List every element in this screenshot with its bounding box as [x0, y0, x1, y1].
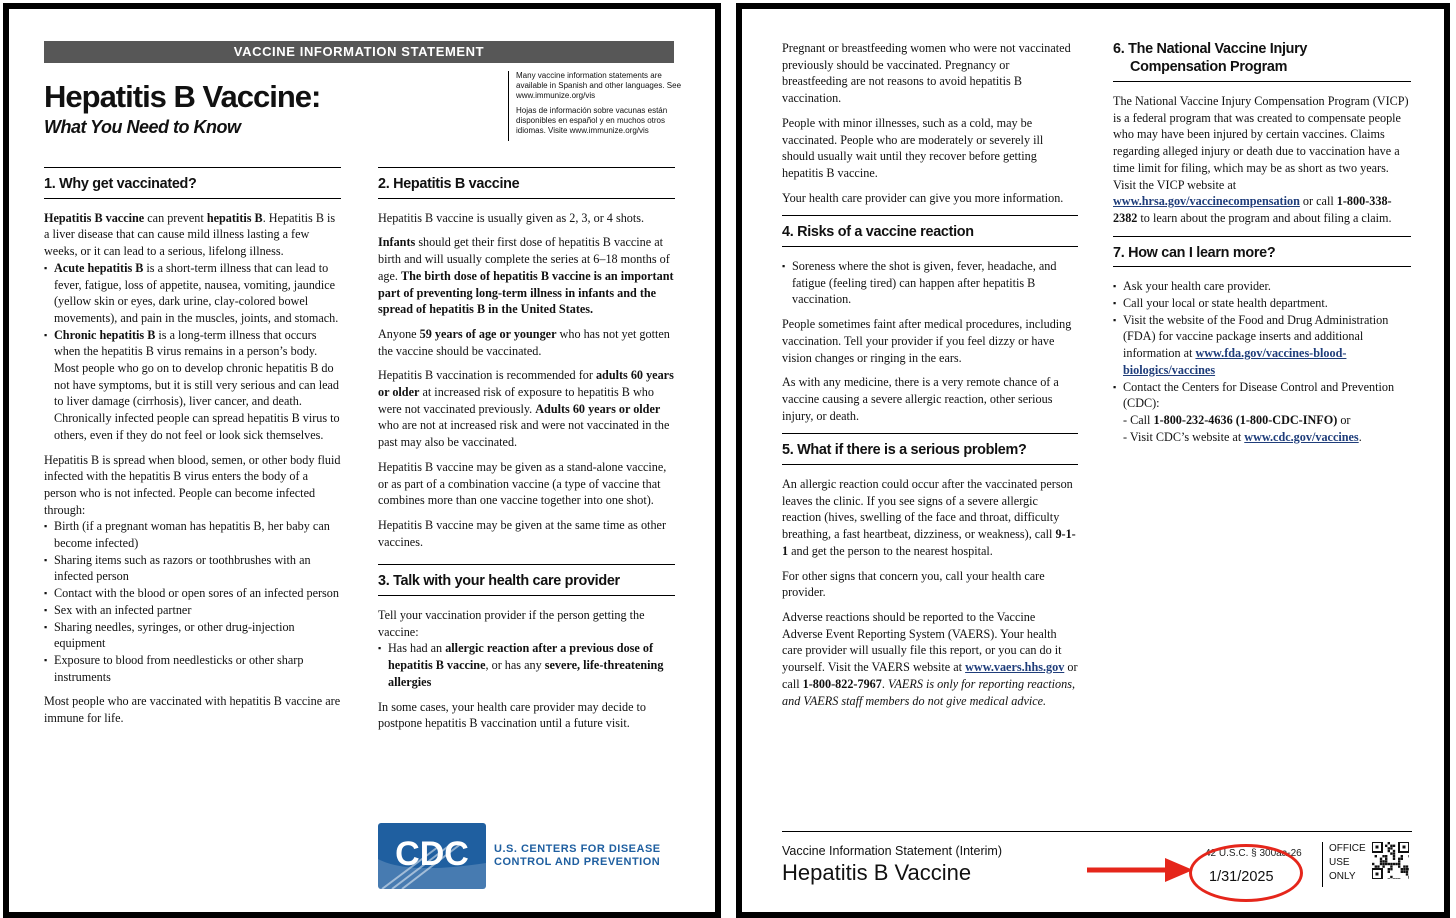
- other-languages-note: [508, 71, 691, 141]
- vis-page-1: [3, 3, 721, 918]
- section-6-heading: 6. The National Vaccine Injury Compensation Program: [1113, 40, 1411, 82]
- risks-list: [782, 258, 1078, 308]
- allergy-list: [378, 640, 675, 690]
- section-3-heading: 3. Talk with your health care provider: [378, 564, 675, 596]
- list-item: ▪ Birth (if a pregnant woman has hepatitis B, her baby can become infected): [44, 518, 341, 551]
- footer-title: Hepatitis B Vaccine: [782, 860, 972, 885]
- list-item: ▪ Exposure to blood from needlesticks or other sharp instruments: [44, 652, 341, 685]
- section-1-intro: Hepatitis B vaccine can prevent hepatitis B. Hepatitis B is a liver disease that can cause mild illness lasting a few weeks, or it can lead to a serious, lifelong illness.: [44, 210, 336, 259]
- page2-right-column: [1113, 40, 1411, 453]
- cdc-call-line: - Call 1-800-232-4636 (1-800-CDC-INFO) or: [1123, 412, 1351, 427]
- section-2-heading: 2. Hepatitis B vaccine: [378, 167, 675, 199]
- hrsa-link[interactable]: www.hrsa.gov/vaccinecompensation: [1113, 194, 1300, 209]
- red-circle-annotation: [1189, 844, 1303, 902]
- statute-code: 42 U.S.C. § 300aa-26: [1205, 848, 1302, 859]
- adults-paragraph: Hepatitis B vaccination is recommended for adults 60 years or older at increased risk of exposure to hepatitis B who were not vaccinated previously. Adults 60 years or older who are not at increased risk and were not vaccinated in the past may also be vaccinated.: [378, 368, 674, 450]
- list-item: ▪ Has had an allergic reaction after a previous dose of hepatitis B vaccine, or has any severe, life-threatening allergies: [378, 640, 675, 690]
- red-arrow-annotation: [1087, 855, 1195, 885]
- cdc-vaccines-link[interactable]: www.cdc.gov/vaccines: [1244, 429, 1359, 444]
- list-item: ▪ Call your local or state health department.: [1113, 295, 1411, 312]
- section-1-heading: 1. Why get vaccinated?: [44, 167, 341, 199]
- page2-left-column: [782, 40, 1078, 717]
- cdc-name: [494, 843, 661, 869]
- pregnant-paragraph: Pregnant or breastfeeding women who were not vaccinated previously should be vaccinated. Pregnancy or breastfeeding are not reasons to avoid hepatitis B vaccination.: [782, 41, 1071, 106]
- page1-left-column: [44, 167, 341, 735]
- office-use-only: OFFICE USE ONLY: [1322, 842, 1369, 887]
- list-item: ▪ Contact with the blood or open sores of an infected person: [44, 585, 341, 602]
- section-4-heading: 4. Risks of a vaccine reaction: [782, 215, 1078, 247]
- list-item: ▪ Acute hepatitis B is a short-term illness that can lead to fever, fatigue, loss of appetite, nausea, vomiting, jaundice (yellow skin or eyes, dark urine, clay-colored bowel movements), and pain in the muscles, joints, and stomach.: [44, 260, 341, 327]
- minor-illness-paragraph: People with minor illnesses, such as a cold, may be vaccinated. People who are moderately or severely ill should usually wait until they recover before getting hepatitis B vaccine.: [782, 115, 1044, 180]
- other-languages-spanish: Hojas de información sobre vacunas están disponibles en español y en muchos otros idiomas. Visite www.immunize.org/vis: [516, 106, 668, 135]
- anyone-paragraph: Anyone 59 years of age or younger who has not yet gotten the vaccine should be vaccinated.: [378, 326, 670, 358]
- immune-paragraph: Most people who are vaccinated with hepatitis B vaccine are immune for life.: [44, 694, 341, 726]
- shots-paragraph: Hepatitis B vaccine is usually given as 2, 3, or 4 shots.: [378, 210, 645, 225]
- list-item: ▪ Chronic hepatitis B is a long-term illness that occurs when the hepatitis B virus remains in a person’s body. Most people who go on to develop chronic hepatitis B do not have symptoms, but it is still very serious and can lead to liver damage (cirrhosis), liver cancer, and death. Chronically infected people can spread hepatitis B virus to others, even if they do not feel or look sick themselves.: [44, 327, 341, 444]
- page-subtitle: What You Need to Know: [44, 117, 241, 137]
- cdc-website-line: - Visit CDC’s website at www.cdc.gov/vaccines.: [1123, 429, 1362, 444]
- remote-chance-paragraph: As with any medicine, there is a very remote chance of a vaccine causing a severe allergic reaction, other serious injury, or death.: [782, 375, 1059, 423]
- vis-banner: VACCINE INFORMATION STATEMENT: [44, 41, 674, 63]
- list-item: ▪ Soreness where the shot is given, fever, headache, and fatigue (feeling tired) can happen after hepatitis B vaccination.: [782, 258, 1078, 308]
- fda-link[interactable]: www.fda.gov/vaccines-blood-biologics/vaccines: [1123, 346, 1347, 377]
- learn-more-list: [1113, 278, 1411, 445]
- section-5-heading: 5. What if there is a serious problem?: [782, 433, 1078, 465]
- list-item: ▪ Visit the website of the Food and Drug Administration (FDA) for vaccine package inserts and additional information at www.fda.gov/vaccines-blood-biologics/vaccines: [1113, 312, 1411, 379]
- hepatitis-types-list: [44, 260, 341, 444]
- edition-date: 1/31/2025: [1209, 869, 1274, 885]
- cdc-logo-letters: CDC: [395, 835, 469, 873]
- postpone-paragraph: In some cases, your health care provider may decide to postpone hepatitis B vaccination until a future visit.: [378, 699, 647, 731]
- same-time-paragraph: Hepatitis B vaccine may be given at the same time as other vaccines.: [378, 517, 667, 549]
- cdc-logo: [378, 823, 661, 889]
- spread-paragraph: Hepatitis B is spread when blood, semen, or other body fluid infected with the hepatitis B virus enters the body of a person who is not infected. People can become infected through:: [44, 452, 341, 517]
- tell-provider-paragraph: Tell your vaccination provider if the person getting the vaccine:: [378, 608, 645, 639]
- section-7-heading: 7. How can I learn more?: [1113, 236, 1411, 268]
- vis-page-2: [736, 3, 1450, 918]
- list-item: ▪ Sharing needles, syringes, or other drug-injection equipment: [44, 619, 341, 652]
- list-item: ▪ Contact the Centers for Disease Control and Prevention (CDC):: [1113, 379, 1411, 412]
- page1-right-column: [378, 167, 675, 740]
- combination-paragraph: Hepatitis B vaccine may be given as a stand-alone vaccine, or as part of a combination vaccine (a type of vaccine that combines more than one vaccine together into one shot).: [378, 459, 667, 508]
- vis-footer: [782, 831, 1412, 892]
- allergic-reaction-paragraph: An allergic reaction could occur after the vaccinated person leaves the clinic. If you see signs of a severe allergic reaction (hives, swelling of the face and throat, difficulty breathing, a fast heartbeat, dizziness, or weakness), call 9-1-1 and get the person to the nearest hospital.: [782, 477, 1076, 558]
- more-info-paragraph: Your health care provider can give you more information.: [782, 190, 1064, 205]
- list-item: ▪ Sharing items such as razors or toothbrushes with an infected person: [44, 552, 341, 585]
- cdc-name-line-2: CONTROL AND PREVENTION: [494, 856, 661, 868]
- cdc-logo-mark: [378, 823, 486, 889]
- vaers-link[interactable]: www.vaers.hhs.gov: [965, 660, 1065, 675]
- cdc-name-line-1: U.S. CENTERS FOR DISEASE: [494, 843, 661, 855]
- infants-paragraph: Infants should get their first dose of hepatitis B vaccine at birth and will usually complete the series at 6–18 months of age. The birth dose of hepatitis B vaccine is an important part of preventing long-term illness in infants and the spread of hepatitis B in the United States.: [378, 235, 674, 317]
- other-signs-paragraph: For other signs that concern you, call your health care provider.: [782, 568, 1045, 600]
- list-item: ▪ Ask your health care provider.: [1113, 278, 1411, 295]
- spread-list: [44, 518, 341, 685]
- list-item: ▪ Sex with an infected partner: [44, 602, 341, 619]
- page-title: Hepatitis B Vaccine:: [44, 79, 321, 114]
- vicp-paragraph: The National Vaccine Injury Compensation Program (VICP) is a federal program that was created to compensate people who may have been injured by certain vaccines. Claims regarding alleged injury or death due to vaccination have a time limit for filing, which may be as short as two years. Visit the VICP website at www.hrsa.gov/vaccinecompensation or call 1-800-338-2382 to learn about the program and about filing a claim.: [1113, 94, 1409, 225]
- other-languages-english: Many vaccine information statements are available in Spanish and other languages. See www.immunize.org/vis: [516, 71, 682, 100]
- faint-paragraph: People sometimes faint after medical procedures, including vaccination. Tell your provider if you feel dizzy or have vision changes or ringing in the ears.: [782, 317, 1072, 365]
- qr-code: [1372, 842, 1409, 879]
- footer-subtitle: Vaccine Information Statement (Interim): [782, 844, 1002, 858]
- vaers-paragraph: Adverse reactions should be reported to the Vaccine Adverse Event Reporting System (VAERS). Your health care provider will usually file this report, or you can do it yourself. Visit the VAERS website at www.vaers.hhs.gov or call 1-800-822-7967. VAERS is only for reporting reactions, and VAERS staff members do not give medical advice.: [782, 609, 1078, 708]
